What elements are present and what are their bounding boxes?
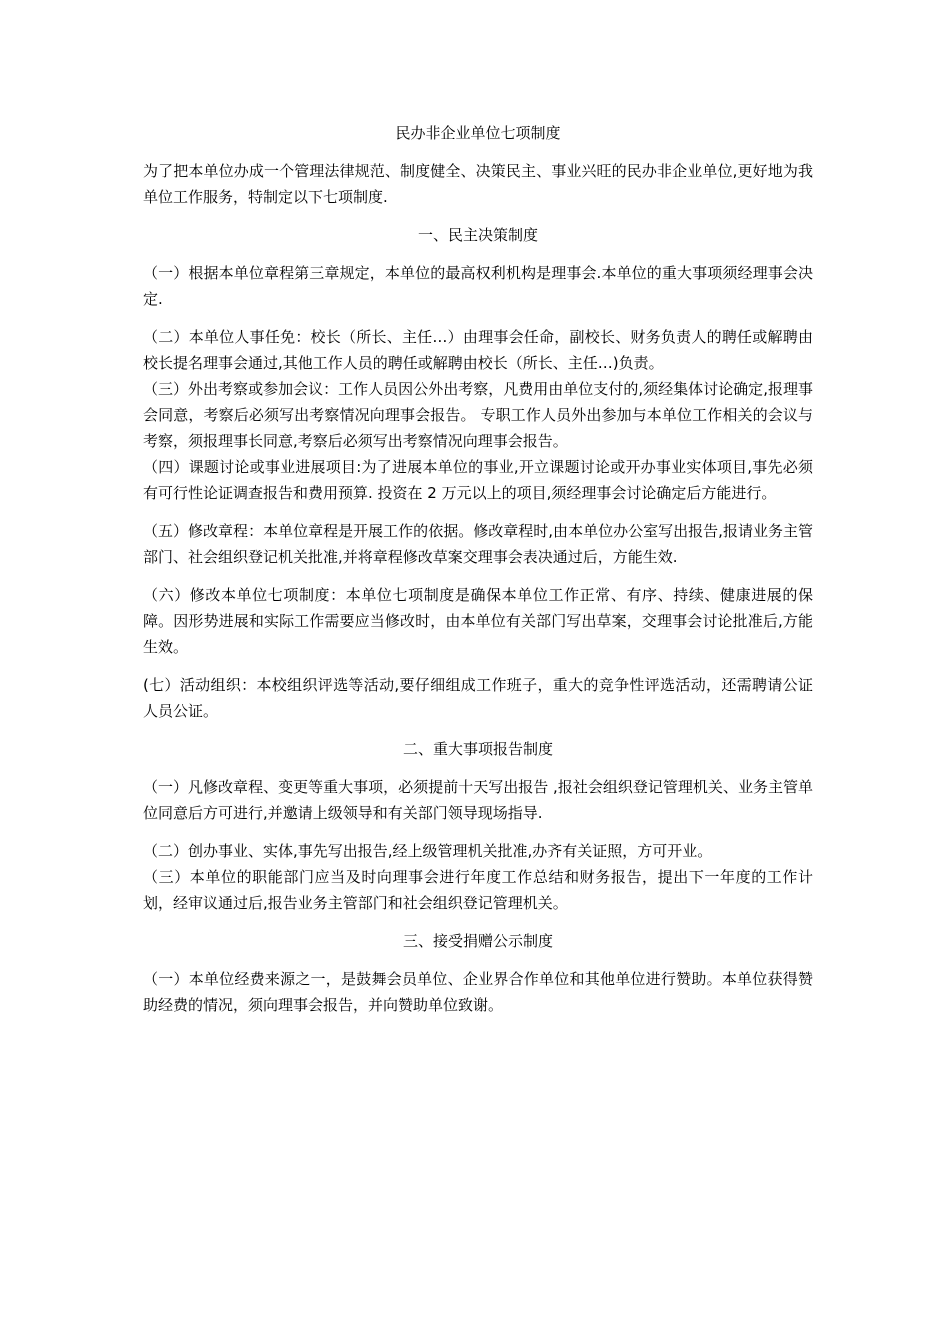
section-paragraph: （一）根据本单位章程第三章规定，本单位的最高权利机构是理事会.本单位的重大事项须经理事会决定. [143, 264, 813, 308]
section-heading: 三、接受捐赠公示制度 [402, 932, 553, 950]
section-paragraph: （一）本单位经费来源之一，是鼓舞会员单位、企业界合作单位和其他单位进行赞助。本单位获得赞助经费的情况，须向理事会报告，并向赞助单位致谢。 [143, 970, 813, 1014]
section-heading: 二、重大事项报告制度 [402, 740, 553, 758]
document-title: 民办非企业单位七项制度 [395, 124, 561, 142]
section-paragraph: （二）本单位人事任免：校长（所长、主任…）由理事会任命，副校长、财务负责人的聘任或解聘由校长提名理事会通过,其他工作人员的聘任或解聘由校长（所长、主任…)负责。 [143, 328, 813, 372]
section-paragraph: （四）课题讨论或事业进展项目:为了进展本单位的事业,开立课题讨论或开办事业实体项目,事先必须有可行性论证调查报告和费用预算. 投资在 2 万元以上的项目,须经理事会讨论确定后方能进行。 [143, 458, 813, 502]
section-paragraph: （五）修改章程：本单位章程是开展工作的依据。修改章程时,由本单位办公室写出报告,报请业务主管部门、社会组织登记机关批准,并将章程修改草案交理事会表决通过后，方能生效. [143, 522, 813, 566]
section-paragraph: （三）外出考察或参加会议：工作人员因公外出考察，凡费用由单位支付的,须经集体讨论确定,报理事会同意，考察后必须写出考察情况向理事会报告。 专职工作人员外出参加与本单位工作相关的会议与考察，须报理事长同意,考察后必须写出考察情况向理事会报告。 [143, 380, 813, 450]
section-heading: 一、民主决策制度 [417, 226, 538, 244]
section-paragraph: （二）创办事业、实体,事先写出报告,经上级管理机关批准,办齐有关证照，方可开业。 [143, 842, 713, 860]
intro-paragraph: 为了把本单位办成一个管理法律规范、制度健全、决策民主、事业兴旺的民办非企业单位,更好地为我单位工作服务，特制定以下七项制度. [143, 162, 813, 206]
section-paragraph: （三）本单位的职能部门应当及时向理事会进行年度工作总结和财务报告，提出下一年度的工作计划，经审议通过后,报告业务主管部门和社会组织登记管理机关。 [143, 868, 813, 912]
section-paragraph: （一）凡修改章程、变更等重大事项，必须提前十天写出报告 ,报社会组织登记管理机关、业务主管单位同意后方可进行,并邀请上级领导和有关部门领导现场指导. [143, 778, 813, 822]
section-paragraph: (七）活动组织：本校组织评选等活动,要仔细组成工作班子，重大的竞争性评选活动，还需聘请公证人员公证。 [143, 676, 813, 720]
document-page [143, 120, 813, 1030]
section-paragraph: （六）修改本单位七项制度：本单位七项制度是确保本单位工作正常、有序、持续、健康进展的保障。因形势进展和实际工作需要应当修改时，由本单位有关部门写出草案，交理事会讨论批准后,方能生效。 [143, 586, 813, 656]
